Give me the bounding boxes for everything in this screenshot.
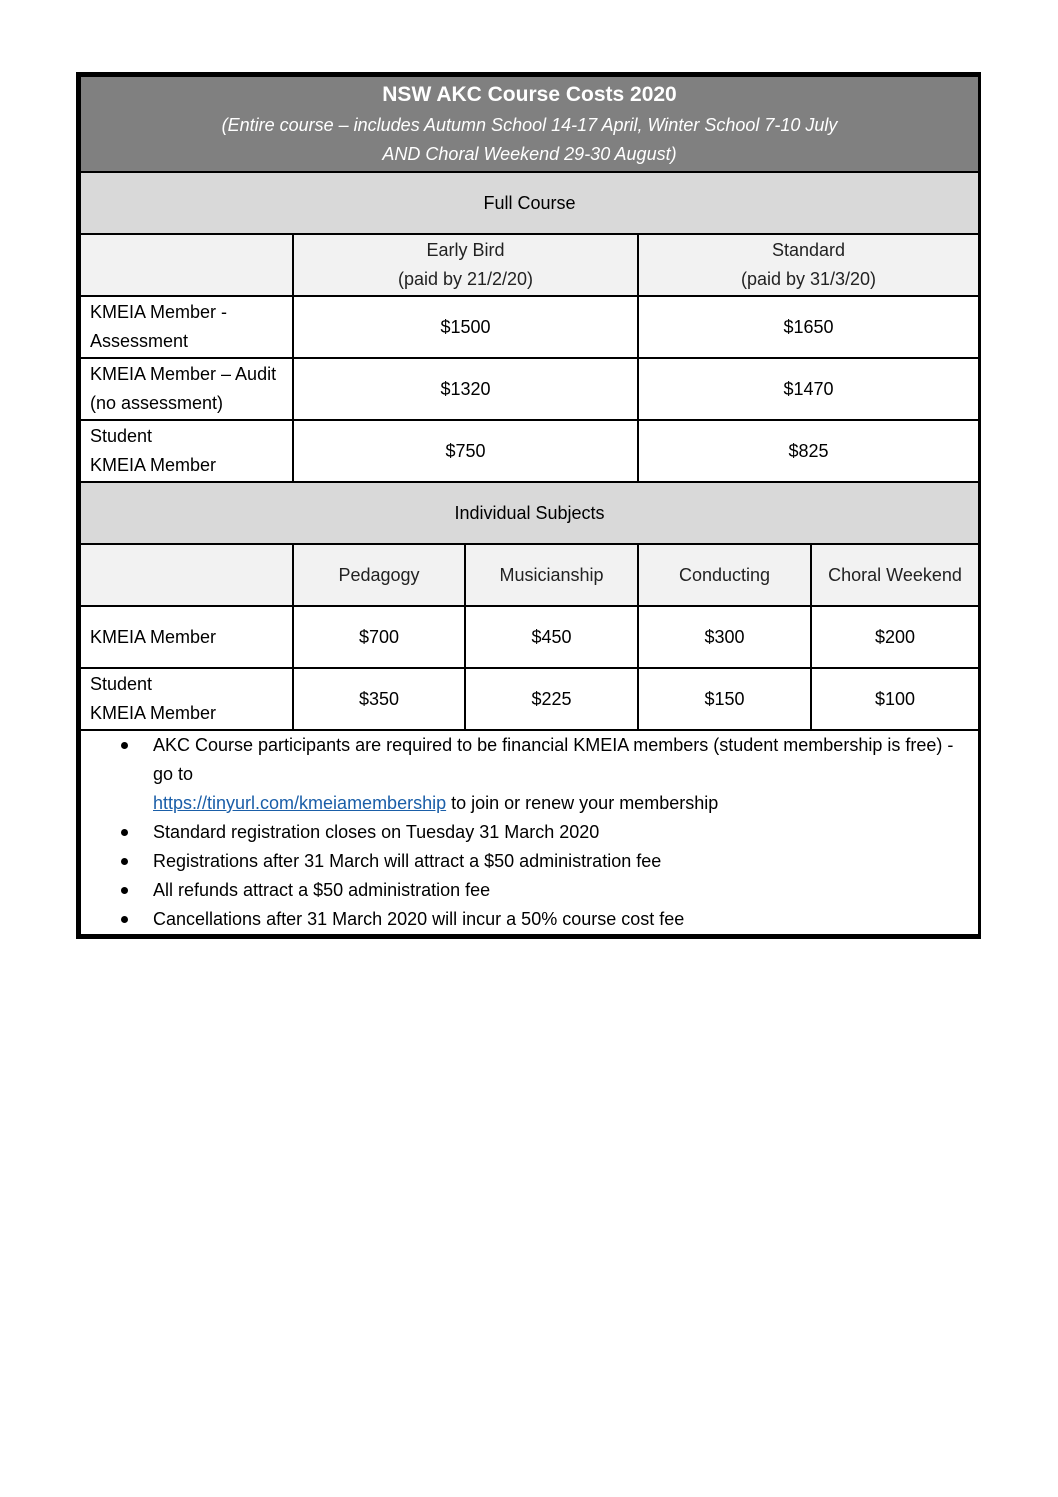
price-cell: $100	[811, 668, 979, 730]
price-cell: $700	[293, 606, 465, 668]
price-cell: $350	[293, 668, 465, 730]
title-subtitle-line2: AND Choral Weekend 29-30 August)	[382, 144, 677, 164]
list-item: All refunds attract a $50 administration fee	[81, 876, 978, 905]
title-subtitle-line1: (Entire course – includes Autumn School 14-17 April, Winter School 7-10 July	[221, 115, 838, 135]
title-banner	[80, 76, 979, 172]
column-header-early-bird: Early Bird (paid by 21/2/20)	[293, 234, 638, 296]
price-cell: $300	[638, 606, 811, 668]
section-heading-full-course: Full Course	[80, 172, 979, 234]
list-item: Cancellations after 31 March 2020 will incur a 50% course cost fee	[81, 905, 978, 934]
column-header-pedagogy: Pedagogy	[293, 544, 465, 606]
section-heading-individual-subjects: Individual Subjects	[80, 482, 979, 544]
page-title: NSW AKC Course Costs 2020	[382, 83, 677, 106]
notes-list	[81, 731, 978, 934]
list-item: AKC Course participants are required to be financial KMEIA members (student membership is free) - go to https://tinyurl.com/kmeiamembership to join or renew your membership	[81, 731, 978, 818]
column-header-standard: Standard (paid by 31/3/20)	[638, 234, 979, 296]
price-cell: $1650	[638, 296, 979, 358]
price-cell: $1500	[293, 296, 638, 358]
price-cell: $200	[811, 606, 979, 668]
corner-cell	[80, 234, 293, 296]
price-cell: $450	[465, 606, 638, 668]
bullet-icon	[121, 742, 128, 749]
table-row	[80, 668, 979, 730]
column-header-choral-weekend: Choral Weekend	[811, 544, 979, 606]
column-header-musicianship: Musicianship	[465, 544, 638, 606]
price-cell: $150	[638, 668, 811, 730]
price-cell: $225	[465, 668, 638, 730]
corner-cell	[80, 544, 293, 606]
bullet-icon	[121, 829, 128, 836]
bullet-icon	[121, 858, 128, 865]
row-label: KMEIA Member	[80, 606, 293, 668]
list-item: Standard registration closes on Tuesday 31 March 2020	[81, 818, 978, 847]
row-label: Student KMEIA Member	[80, 668, 293, 730]
row-label: Student KMEIA Member	[80, 420, 293, 482]
bullet-icon	[121, 887, 128, 894]
row-label: KMEIA Member - Assessment	[80, 296, 293, 358]
row-label: KMEIA Member – Audit (no assessment)	[80, 358, 293, 420]
table-row	[80, 296, 979, 358]
list-item: Registrations after 31 March will attract a $50 administration fee	[81, 847, 978, 876]
price-cell: $1320	[293, 358, 638, 420]
price-cell: $1470	[638, 358, 979, 420]
price-cell: $825	[638, 420, 979, 482]
notes-section	[80, 730, 979, 935]
table-row	[80, 358, 979, 420]
column-header-conducting: Conducting	[638, 544, 811, 606]
course-costs-document	[76, 72, 981, 939]
table-row	[80, 420, 979, 482]
price-cell: $750	[293, 420, 638, 482]
bullet-icon	[121, 916, 128, 923]
course-costs-table	[79, 75, 980, 936]
membership-link[interactable]: https://tinyurl.com/kmeiamembership	[153, 793, 447, 813]
table-row	[80, 606, 979, 668]
